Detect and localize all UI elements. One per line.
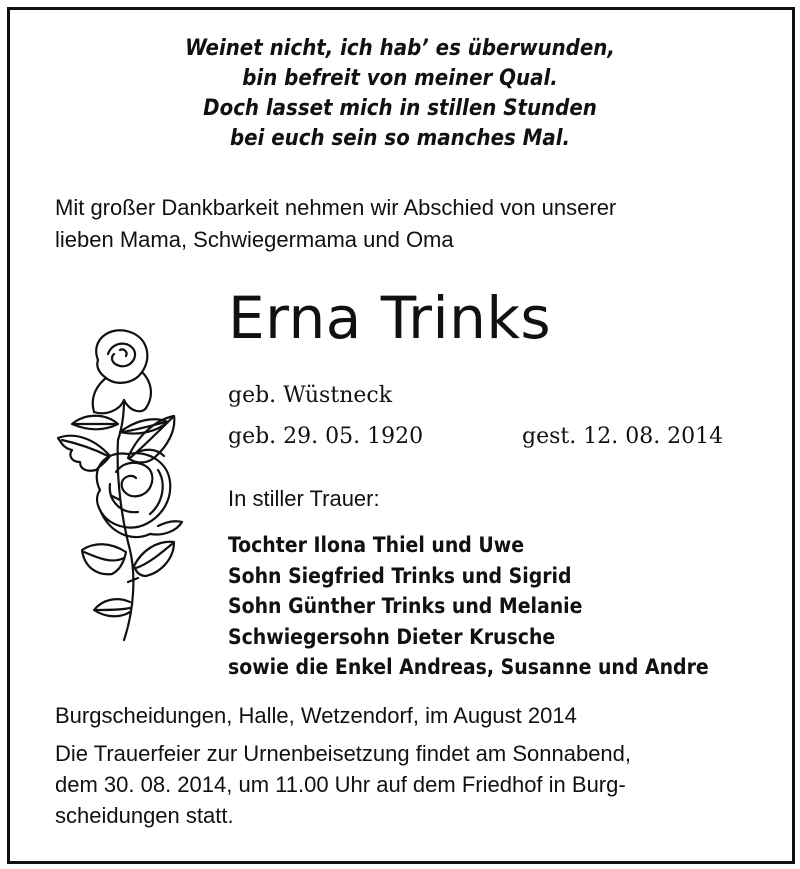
rose-icon <box>50 320 210 650</box>
poem <box>0 34 800 154</box>
intro-line: Mit großer Dankbarkeit nehmen wir Abschied von unserer <box>55 195 617 220</box>
mourning-label: In stiller Trauer: <box>228 486 380 511</box>
place-date: Burgscheidungen, Halle, Wetzendorf, im August 2014 <box>55 703 577 728</box>
intro-text <box>55 192 616 256</box>
poem-line: bei euch sein so manches Mal. <box>229 126 571 151</box>
ceremony-line: scheidungen statt. <box>55 803 234 828</box>
family-member: Schwiegersohn Dieter Krusche <box>228 624 556 649</box>
family-member: Tochter Ilona Thiel und Uwe <box>228 533 525 557</box>
death-date: gest. 12. 08. 2014 <box>522 424 724 449</box>
ceremony-text <box>55 738 631 831</box>
life-dates <box>228 422 724 452</box>
ceremony-line: Die Trauerfeier zur Urnenbeisetzung findet am Sonnabend, <box>55 741 632 766</box>
poem-line: Weinet nicht, ich hab’ es überwunden, <box>185 36 615 61</box>
intro-line: lieben Mama, Schwiegermama und Oma <box>55 227 454 252</box>
ceremony-line: dem 30. 08. 2014, um 11.00 Uhr auf dem Friedhof in Burg- <box>55 772 626 797</box>
family-member: sowie die Enkel Andreas, Susanne und Andre <box>228 655 709 679</box>
family-list <box>228 530 709 683</box>
family-member: Sohn Günther Trinks und Melanie <box>228 594 583 618</box>
poem-line: Doch lasset mich in stillen Stunden <box>203 96 597 121</box>
birth-name: geb. Wüstneck <box>228 383 393 408</box>
family-member: Sohn Siegfried Trinks und Sigrid <box>228 563 572 588</box>
birth-date: geb. 29. 05. 1920 <box>228 424 424 449</box>
poem-line: bin befreit von meiner Qual. <box>242 66 558 91</box>
deceased-name: Erna Trinks <box>228 284 552 352</box>
